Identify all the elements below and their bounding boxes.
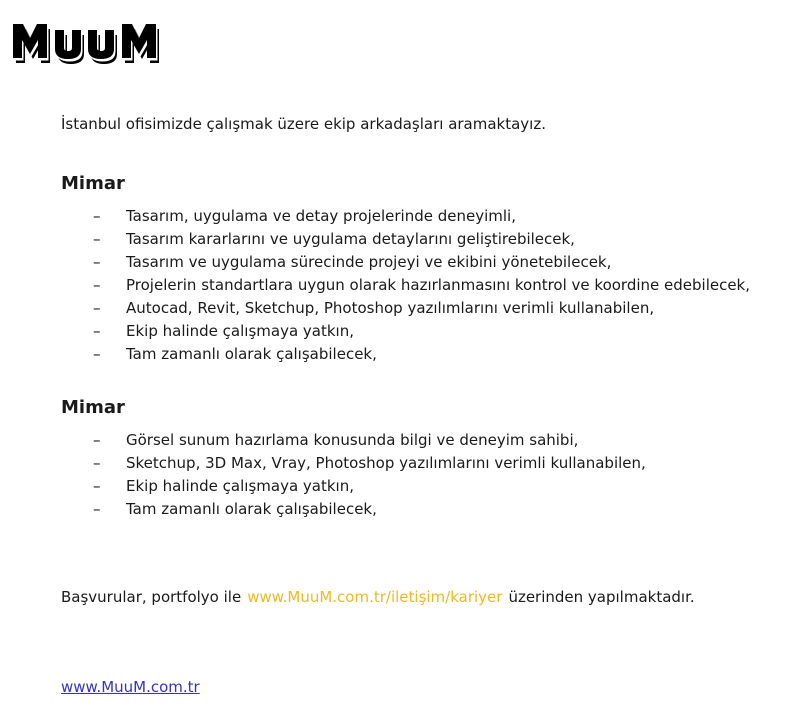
application-suffix: üzerinden yapılmaktadır. <box>508 588 695 606</box>
list-item: – Tasarım, uygulama ve detay projelerinde deneyimli, <box>93 205 750 228</box>
list-item: – Tam zamanlı olarak çalışabilecek, <box>93 498 646 521</box>
dash-icon: – <box>93 500 101 518</box>
application-prefix: Başvurular, portfolyo ile <box>61 588 242 606</box>
position-title-2: Mimar <box>61 397 125 418</box>
list-item: – Tasarım ve uygulama sürecinde projeyi ve ekibini yönetebilecek, <box>93 251 750 274</box>
list-item: – Tam zamanlı olarak çalışabilecek, <box>93 343 750 366</box>
dash-icon: – <box>93 477 101 495</box>
requirements-list-1 <box>93 205 750 366</box>
dash-icon: – <box>93 322 101 340</box>
list-item: – Ekip halinde çalışmaya yatkın, <box>93 320 750 343</box>
list-item: – Ekip halinde çalışmaya yatkın, <box>93 475 646 498</box>
dash-icon: – <box>93 454 101 472</box>
dash-icon: – <box>93 230 101 248</box>
list-item: – Tasarım kararlarını ve uygulama detaylarını geliştirebilecek, <box>93 228 750 251</box>
list-item: – Görsel sunum hazırlama konusunda bilgi ve deneyim sahibi, <box>93 429 646 452</box>
intro-text: İstanbul ofisimizde çalışmak üzere ekip arkadaşları aramaktayız. <box>61 115 546 133</box>
dash-icon: – <box>93 253 101 271</box>
dash-icon: – <box>93 207 101 225</box>
requirements-list-2 <box>93 429 646 521</box>
application-text <box>61 587 695 607</box>
dash-icon: – <box>93 431 101 449</box>
list-item: – Projelerin standartlara uygun olarak hazırlanmasını kontrol ve koordine edebilecek, <box>93 274 750 297</box>
list-item: – Sketchup, 3D Max, Vray, Photoshop yazılımlarını verimli kullanabilen, <box>93 452 646 475</box>
dash-icon: – <box>93 299 101 317</box>
muum-logo <box>11 14 186 70</box>
list-item: – Autocad, Revit, Sketchup, Photoshop yazılımlarını verimli kullanabilen, <box>93 297 750 320</box>
dash-icon: – <box>93 345 101 363</box>
position-title-1: Mimar <box>61 173 125 194</box>
dash-icon: – <box>93 276 101 294</box>
website-link[interactable]: www.MuuM.com.tr <box>61 678 200 696</box>
career-link[interactable]: www.MuuM.com.tr/iletişim/kariyer <box>247 588 503 606</box>
